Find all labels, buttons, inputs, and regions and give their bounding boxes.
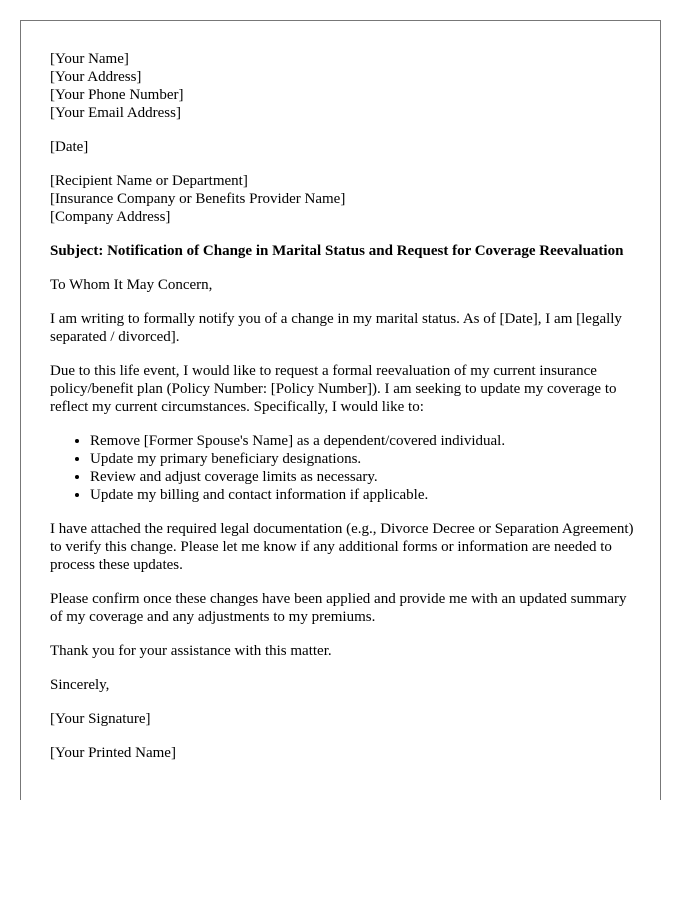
letter-date: [Date] [50,139,89,155]
list-item: • Update my primary beneficiary designations. [90,450,640,468]
sender-name: [Your Name] [50,51,129,67]
letter-content [50,50,640,778]
body-paragraph-1: I am writing to formally notify you of a change in my marital status. As of [Date], I am [legally separated / divorced]. [50,311,622,345]
printed-name: [Your Printed Name] [50,745,176,761]
recipient-block [50,172,640,226]
recipient-name: [Recipient Name or Department] [50,173,248,189]
letter-page [20,20,661,800]
body-paragraph-4: Please confirm once these changes have been applied and provide me with an updated summary of my coverage and any adjustments to my premiums. [50,591,627,625]
salutation: To Whom It May Concern, [50,277,213,293]
list-item: • Remove [Former Spouse's Name] as a dependent/covered individual. [90,432,640,450]
signature-placeholder: [Your Signature] [50,711,151,727]
closing: Sincerely, [50,677,110,693]
body-paragraph-5: Thank you for your assistance with this matter. [50,643,332,659]
subject-line: Subject: Notification of Change in Marital Status and Request for Coverage Reevaluation [50,243,624,259]
recipient-company: [Insurance Company or Benefits Provider Name] [50,191,346,207]
sender-email: [Your Email Address] [50,105,181,121]
body-paragraph-2: Due to this life event, I would like to request a formal reevaluation of my current insurance policy/benefit plan (Policy Number: [Policy Number]). I am seeking to update my coverage to reflect my current circumstances. Specifically, I would like to: [50,363,617,415]
date-block [50,138,640,156]
list-item: • Review and adjust coverage limits as necessary. [90,468,640,486]
sender-block [50,50,640,122]
body-paragraph-3: I have attached the required legal documentation (e.g., Divorce Decree or Separation Agreement) to verify this change. Please let me know if any additional forms or information are needed to process these updates. [50,521,634,573]
sender-address: [Your Address] [50,69,142,85]
sender-phone: [Your Phone Number] [50,87,184,103]
request-list [50,432,640,504]
recipient-address: [Company Address] [50,209,171,225]
list-item: • Update my billing and contact information if applicable. [90,486,640,504]
